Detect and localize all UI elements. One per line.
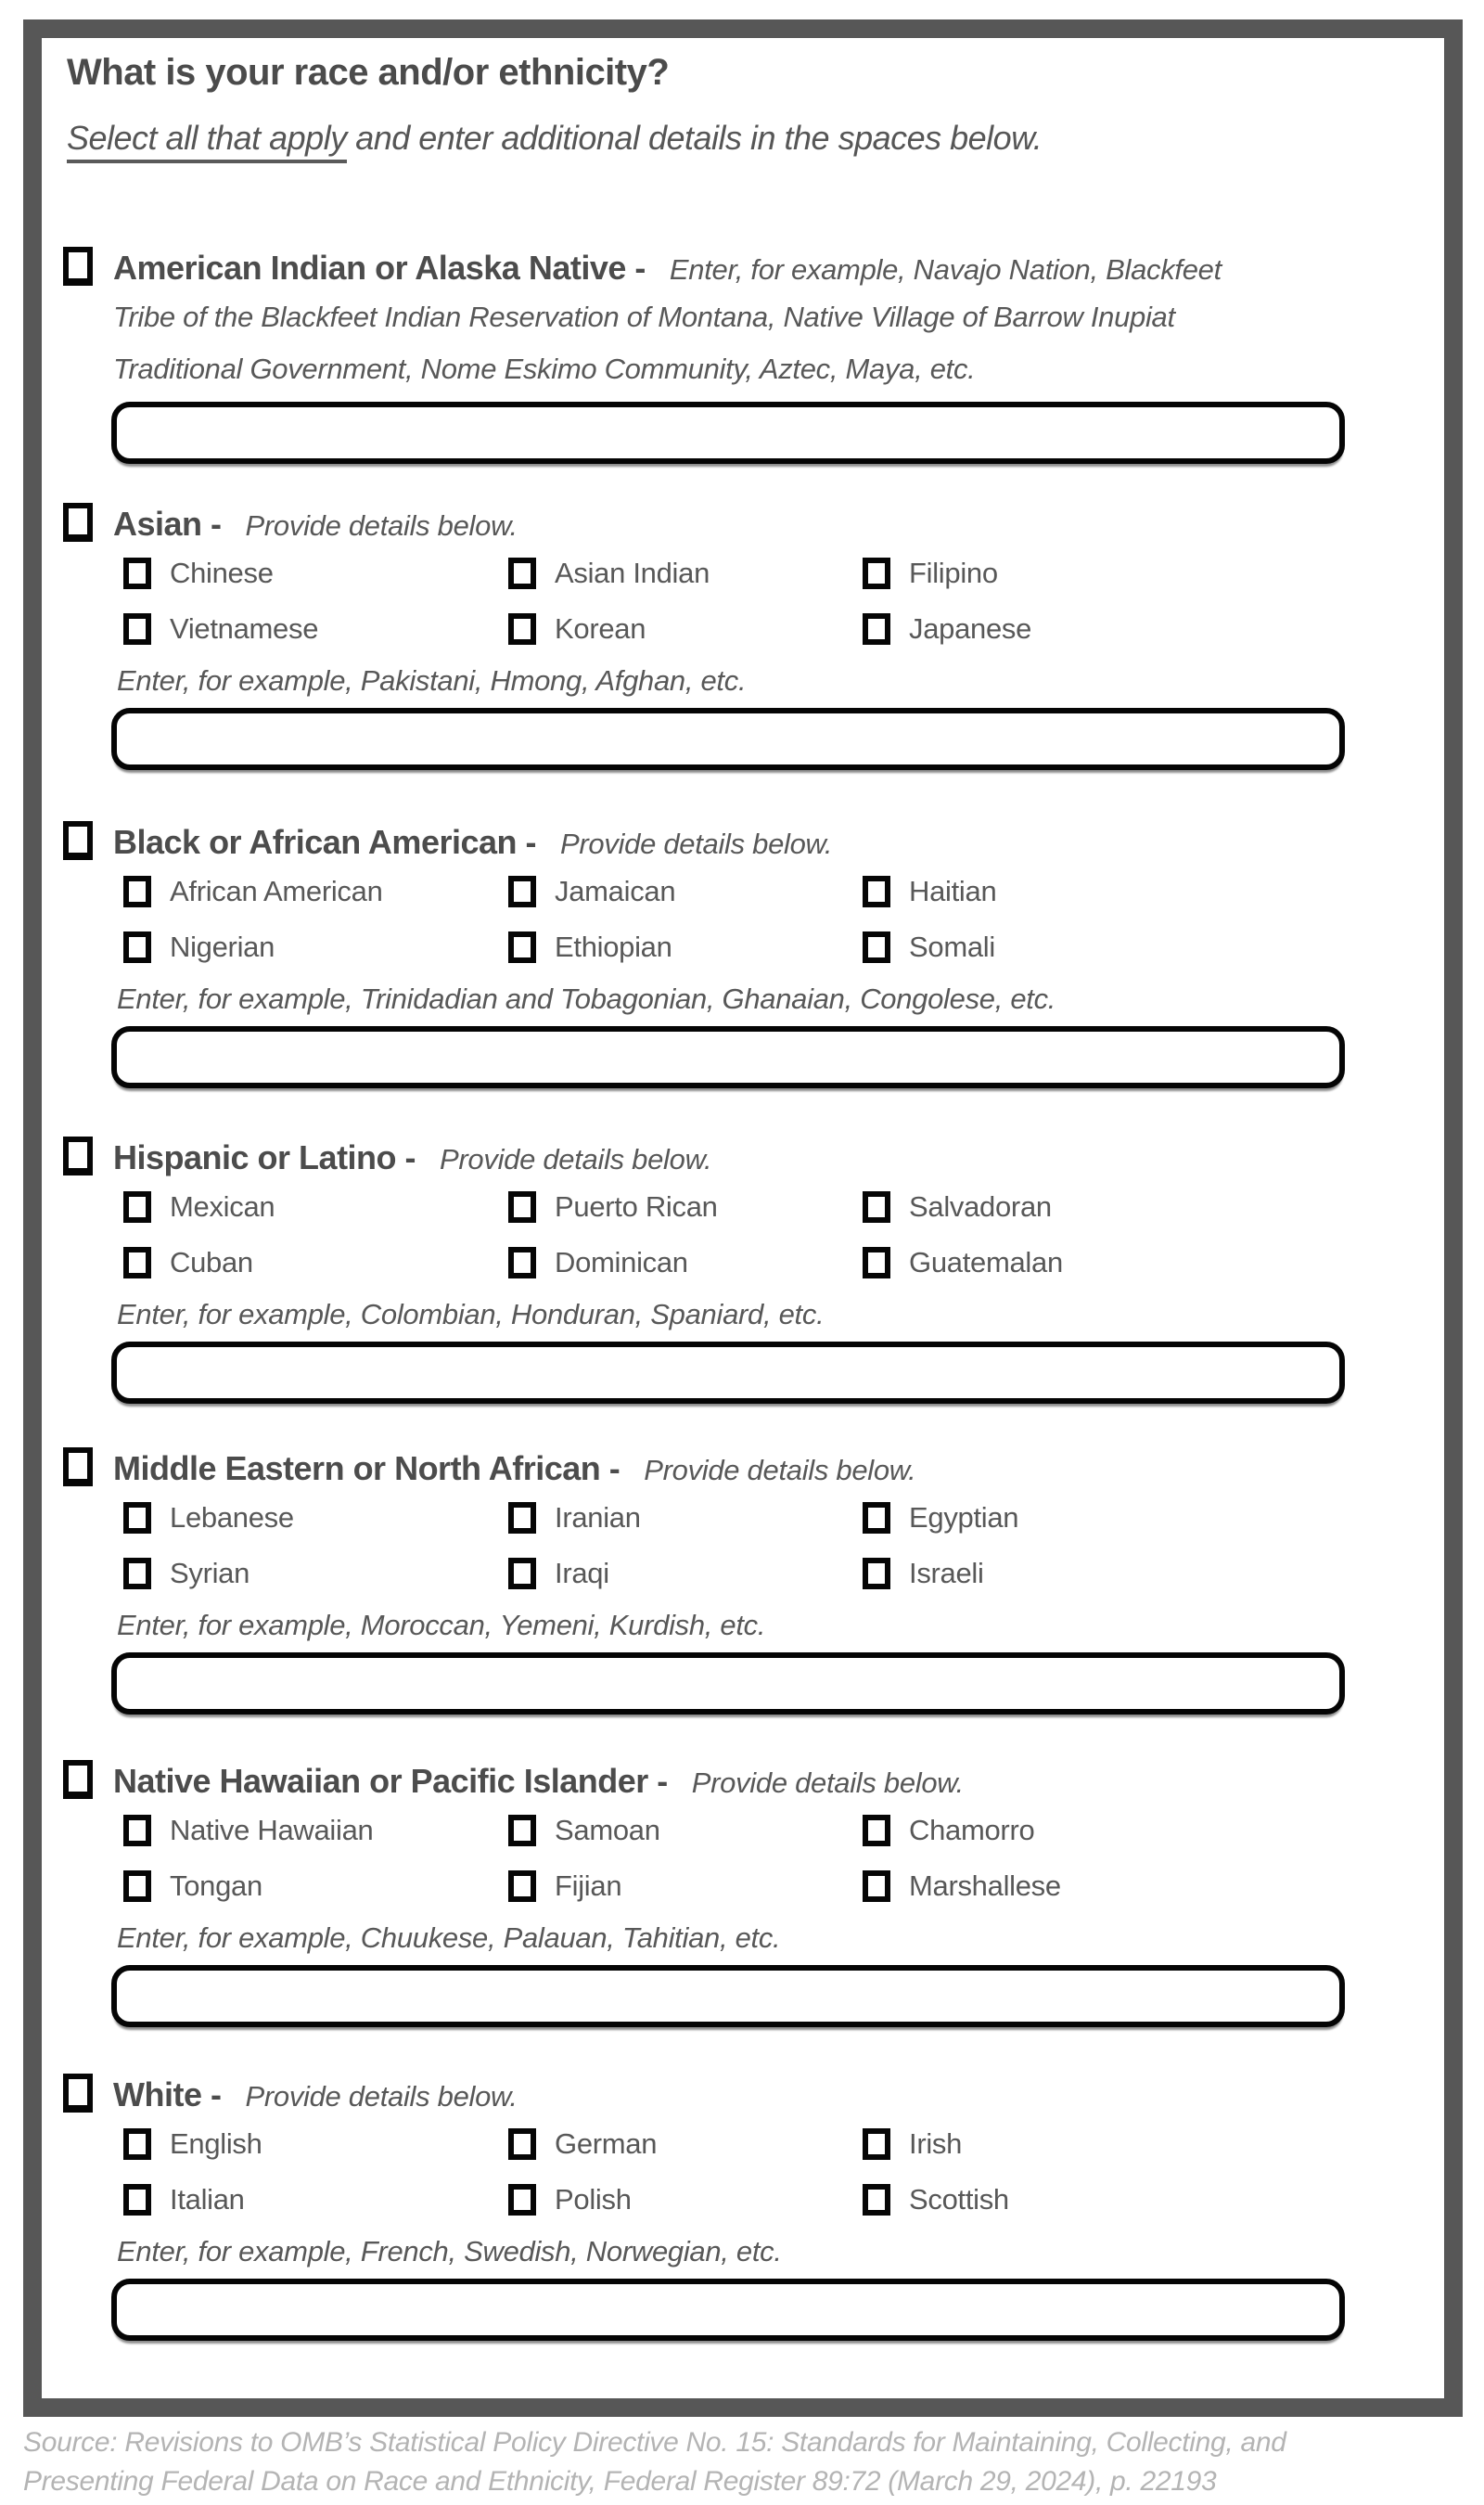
option-label: Salvadoran — [909, 1190, 1052, 1223]
section-example-text: Enter, for example, French, Swedish, Norwegian, etc. — [117, 2235, 782, 2267]
option-marshallese — [863, 1869, 1061, 1903]
irish-checkbox[interactable] — [863, 2128, 890, 2160]
section-description-line2: Tribe of the Blackfeet Indian Reservation of Montana, Native Village of Barrow Inupiat — [113, 301, 1175, 333]
option-label: Israeli — [909, 1557, 984, 1589]
asian-indian-checkbox[interactable] — [508, 558, 536, 589]
section-example-text: Enter, for example, Moroccan, Yemeni, Kurdish, etc. — [117, 1609, 766, 1641]
option-label: Filipino — [909, 557, 998, 589]
option-irish — [863, 2127, 962, 2161]
black-african-american-details-input[interactable] — [111, 1026, 1345, 1088]
option-israeli — [863, 1557, 984, 1590]
chamorro-checkbox[interactable] — [863, 1815, 890, 1846]
section-header — [113, 503, 518, 553]
option-label: German — [555, 2127, 658, 2160]
option-label: Scottish — [909, 2183, 1009, 2216]
option-iranian — [508, 1501, 641, 1535]
syrian-checkbox[interactable] — [123, 1558, 151, 1589]
option-label: Guatemalan — [909, 1246, 1063, 1278]
option-chamorro — [863, 1814, 1034, 1847]
option-label: Samoan — [555, 1814, 660, 1846]
option-label: Marshallese — [909, 1869, 1061, 1902]
american-indian-alaska-native-checkbox[interactable] — [63, 247, 93, 286]
option-label: Chinese — [170, 557, 274, 589]
vietnamese-checkbox[interactable] — [123, 613, 151, 645]
option-label: Iranian — [555, 1501, 641, 1534]
option-asian-indian — [508, 557, 710, 590]
iranian-checkbox[interactable] — [508, 1502, 536, 1534]
section-header — [113, 1137, 711, 1187]
jamaican-checkbox[interactable] — [508, 876, 536, 907]
dominican-checkbox[interactable] — [508, 1247, 536, 1278]
option-ethiopian — [508, 931, 672, 964]
option-filipino — [863, 557, 998, 590]
lebanese-checkbox[interactable] — [123, 1502, 151, 1534]
option-label: Native Hawaiian — [170, 1814, 374, 1846]
polish-checkbox[interactable] — [508, 2184, 536, 2216]
option-korean — [508, 612, 646, 646]
section-label: White - — [113, 2075, 222, 2113]
option-polish — [508, 2183, 632, 2216]
filipino-checkbox[interactable] — [863, 558, 890, 589]
option-native-hawaiian — [123, 1814, 374, 1847]
instruction-text — [67, 119, 1042, 158]
option-guatemalan — [863, 1246, 1063, 1279]
italian-checkbox[interactable] — [123, 2184, 151, 2216]
option-label: Italian — [170, 2183, 245, 2216]
option-iraqi — [508, 1557, 609, 1590]
option-egyptian — [863, 1501, 1018, 1535]
hispanic-latino-details-input[interactable] — [111, 1342, 1345, 1404]
section-details-label: Provide details below. — [245, 509, 518, 542]
section-description-line3: Traditional Government, Nome Eskimo Community, Aztec, Maya, etc. — [113, 353, 976, 385]
section-details-label: Provide details below. — [440, 1143, 712, 1175]
japanese-checkbox[interactable] — [863, 613, 890, 645]
english-checkbox[interactable] — [123, 2128, 151, 2160]
puerto-rican-checkbox[interactable] — [508, 1191, 536, 1223]
nigerian-checkbox[interactable] — [123, 931, 151, 963]
section-label: Middle Eastern or North African - — [113, 1449, 620, 1487]
option-label: Dominican — [555, 1246, 688, 1278]
option-salvadoran — [863, 1190, 1052, 1224]
tongan-checkbox[interactable] — [123, 1870, 151, 1902]
option-label: Jamaican — [555, 875, 676, 907]
source-citation — [23, 2423, 1452, 2501]
section-description: Enter, for example, Navajo Nation, Blackfeet — [669, 253, 1222, 286]
marshallese-checkbox[interactable] — [863, 1870, 890, 1902]
option-japanese — [863, 612, 1031, 646]
section-example-text: Enter, for example, Trinidadian and Tobagonian, Ghanaian, Congolese, etc. — [117, 983, 1056, 1015]
scottish-checkbox[interactable] — [863, 2184, 890, 2216]
section-label: Asian - — [113, 505, 222, 543]
option-label: Asian Indian — [555, 557, 710, 589]
native-hawaiian-checkbox[interactable] — [123, 1815, 151, 1846]
option-label: Korean — [555, 612, 646, 645]
option-label: Iraqi — [555, 1557, 609, 1589]
option-tongan — [123, 1869, 262, 1903]
native-hawaiian-pacific-islander-checkbox[interactable] — [63, 1760, 93, 1799]
option-scottish — [863, 2183, 1009, 2216]
middle-eastern-north-african-checkbox[interactable] — [63, 1447, 93, 1486]
option-mexican — [123, 1190, 275, 1224]
section-details-label: Provide details below. — [691, 1766, 964, 1799]
option-haitian — [863, 875, 996, 908]
section-header — [113, 247, 1222, 297]
option-label: Syrian — [170, 1557, 250, 1589]
middle-eastern-north-african-details-input[interactable] — [111, 1652, 1345, 1715]
instruction-rest: and enter additional details in the spaces below. — [346, 119, 1043, 157]
source-line-1: Source: Revisions to OMB’s Statistical Policy Directive No. 15: Standards for Maintaining, Collecting, and — [23, 2427, 1286, 2458]
mexican-checkbox[interactable] — [123, 1191, 151, 1223]
samoan-checkbox[interactable] — [508, 1815, 536, 1846]
german-checkbox[interactable] — [508, 2128, 536, 2160]
section-label: Black or African American - — [113, 823, 536, 861]
hispanic-latino-checkbox[interactable] — [63, 1137, 93, 1175]
option-jamaican — [508, 875, 675, 908]
option-label: Vietnamese — [170, 612, 319, 645]
salvadoran-checkbox[interactable] — [863, 1191, 890, 1223]
option-chinese — [123, 557, 274, 590]
section-details-label: Provide details below. — [560, 828, 833, 860]
option-label: Japanese — [909, 612, 1032, 645]
section-details-label: Provide details below. — [644, 1454, 916, 1486]
fijian-checkbox[interactable] — [508, 1870, 536, 1902]
option-german — [508, 2127, 657, 2161]
option-dominican — [508, 1246, 688, 1279]
chinese-checkbox[interactable] — [123, 558, 151, 589]
option-vietnamese — [123, 612, 318, 646]
option-italian — [123, 2183, 245, 2216]
native-hawaiian-pacific-islander-details-input[interactable] — [111, 1965, 1345, 2027]
section-details-label: Provide details below. — [245, 2080, 518, 2113]
option-label: Irish — [909, 2127, 963, 2160]
american-indian-alaska-native-details-input[interactable] — [111, 402, 1345, 464]
asian-details-input[interactable] — [111, 708, 1345, 770]
korean-checkbox[interactable] — [508, 613, 536, 645]
option-lebanese — [123, 1501, 294, 1535]
section-header — [113, 2074, 518, 2124]
option-somali — [863, 931, 995, 964]
option-nigerian — [123, 931, 275, 964]
option-syrian — [123, 1557, 249, 1590]
asian-checkbox[interactable] — [63, 503, 93, 542]
option-label: Polish — [555, 2183, 632, 2216]
option-puerto-rican — [508, 1190, 718, 1224]
ethiopian-checkbox[interactable] — [508, 931, 536, 963]
african-american-checkbox[interactable] — [123, 876, 151, 907]
cuban-checkbox[interactable] — [123, 1247, 151, 1278]
option-label: Cuban — [170, 1246, 253, 1278]
israeli-checkbox[interactable] — [863, 1558, 890, 1589]
option-label: Puerto Rican — [555, 1190, 718, 1223]
option-cuban — [123, 1246, 253, 1279]
section-label: American Indian or Alaska Native - — [113, 249, 646, 287]
section-header — [113, 1447, 915, 1497]
option-label: Haitian — [909, 875, 997, 907]
option-fijian — [508, 1869, 621, 1903]
guatemalan-checkbox[interactable] — [863, 1247, 890, 1278]
option-samoan — [508, 1814, 660, 1847]
option-label: African American — [170, 875, 383, 907]
option-label: Mexican — [170, 1190, 275, 1223]
option-label: Somali — [909, 931, 995, 963]
option-label: Tongan — [170, 1869, 262, 1902]
option-label: Fijian — [555, 1869, 622, 1902]
section-header — [113, 1760, 964, 1810]
option-label: Lebanese — [170, 1501, 294, 1534]
section-example-text: Enter, for example, Colombian, Honduran, Spaniard, etc. — [117, 1298, 825, 1330]
option-english — [123, 2127, 262, 2161]
question-title: What is your race and/or ethnicity? — [67, 52, 670, 93]
section-example-text: Enter, for example, Chuukese, Palauan, Tahitian, etc. — [117, 1921, 781, 1954]
section-label: Native Hawaiian or Pacific Islander - — [113, 1762, 668, 1800]
somali-checkbox[interactable] — [863, 931, 890, 963]
black-african-american-checkbox[interactable] — [63, 821, 93, 860]
option-african-american — [123, 875, 383, 908]
section-example-text: Enter, for example, Pakistani, Hmong, Afghan, etc. — [117, 664, 747, 697]
iraqi-checkbox[interactable] — [508, 1558, 536, 1589]
white-details-input[interactable] — [111, 2279, 1345, 2341]
egyptian-checkbox[interactable] — [863, 1502, 890, 1534]
white-checkbox[interactable] — [63, 2074, 93, 2113]
instruction-underlined: Select all that apply — [67, 119, 347, 163]
option-label: Nigerian — [170, 931, 275, 963]
haitian-checkbox[interactable] — [863, 876, 890, 907]
option-label: English — [170, 2127, 262, 2160]
source-line-2: Presenting Federal Data on Race and Ethnicity, Federal Register 89:72 (March 29, 2024), p. 22193 — [23, 2466, 1217, 2497]
option-label: Ethiopian — [555, 931, 672, 963]
option-label: Egyptian — [909, 1501, 1019, 1534]
section-header — [113, 821, 832, 871]
option-label: Chamorro — [909, 1814, 1035, 1846]
section-label: Hispanic or Latino - — [113, 1138, 416, 1176]
